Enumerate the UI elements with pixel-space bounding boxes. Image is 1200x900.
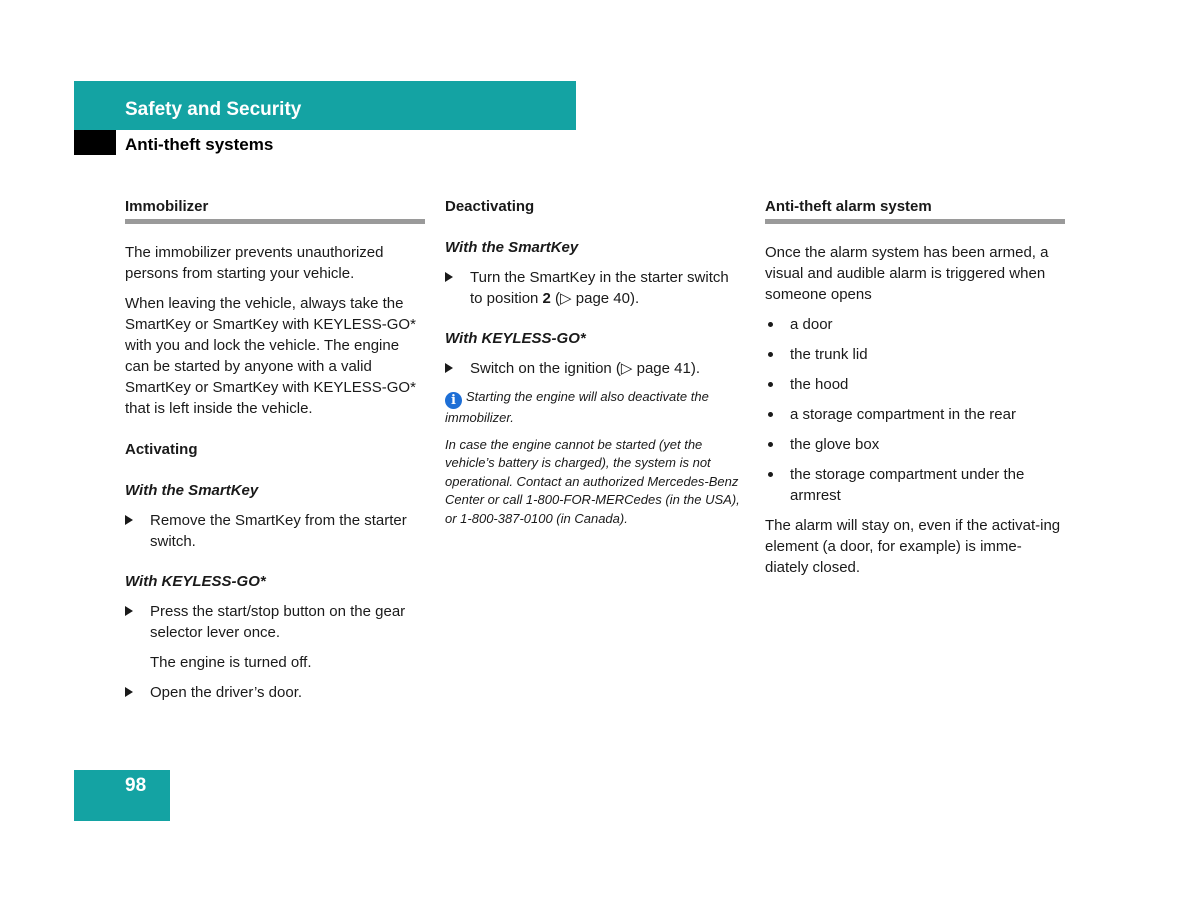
arrow-bullet-icon xyxy=(125,606,133,616)
arrow-bullet-icon xyxy=(125,515,133,525)
column-deactivating xyxy=(445,196,745,536)
subheading-smartkey: With the SmartKey xyxy=(125,482,259,499)
list-item: a door xyxy=(765,314,1065,335)
step-item xyxy=(125,601,425,643)
arrow-bullet-icon xyxy=(445,272,453,282)
page-number-box xyxy=(74,770,170,821)
paragraph: When leaving the vehicle, always take the SmartKey or SmartKey with KEYLESS-GO* with you and lock the vehicle. The engine can be started by anyone with a valid SmartKey or SmartKey with KEYLESS-GO* that is left inside the vehicle. xyxy=(125,295,416,417)
subheading-keyless-go: With KEYLESS-GO* xyxy=(125,573,266,590)
subheading-smartkey: With the SmartKey xyxy=(445,239,579,256)
position-value: 2 xyxy=(542,290,551,307)
page-number: 98 xyxy=(125,775,147,796)
list-item: the glove box xyxy=(765,434,1065,455)
bullet-dot-icon xyxy=(768,412,773,417)
info-icon: i xyxy=(445,392,462,409)
bullet-dot-icon xyxy=(768,322,773,327)
list-item: the storage compartment under the armrest xyxy=(765,464,1065,506)
arrow-bullet-icon xyxy=(125,687,133,697)
section-title: Safety and Security xyxy=(125,99,302,120)
step-item xyxy=(125,510,425,552)
step-item xyxy=(445,358,745,379)
step-text: Open the driver’s door. xyxy=(150,684,303,701)
list-item: the trunk lid xyxy=(765,344,1065,365)
heading-activating: Activating xyxy=(125,441,198,458)
column-immobilizer xyxy=(125,196,425,712)
step-text: Switch on the ignition (▷ page 41). xyxy=(470,360,701,377)
arrow-bullet-icon xyxy=(445,363,453,373)
step-text: Turn the SmartKey in the starter switch to position xyxy=(470,269,729,307)
heading-deactivating: Deactivating xyxy=(445,198,535,215)
page-subtitle: Anti-theft systems xyxy=(125,135,274,154)
info-note xyxy=(445,388,745,428)
bullet-dot-icon xyxy=(768,472,773,477)
step-text: Remove the SmartKey from the starter switch. xyxy=(150,512,407,550)
note-text: Starting the engine will also deactivate the immobilizer. xyxy=(445,389,709,425)
step-item xyxy=(445,267,745,309)
bullet-dot-icon xyxy=(768,442,773,447)
note-text: In case the engine cannot be started (yet the vehicle’s battery is charged), the system is not operational. Contact an authorized Mercedes-Benz Center or call 1-800-FOR-MERCedes (in the USA), or 1-800-387-0100 (in Canada). xyxy=(445,436,740,526)
bullet-dot-icon xyxy=(768,352,773,357)
bullet-dot-icon xyxy=(768,382,773,387)
heading-immobilizer: Immobilizer xyxy=(125,196,425,224)
page-reference[interactable]: (▷ page 40). xyxy=(550,290,640,307)
step-item xyxy=(125,682,425,703)
paragraph: The immobilizer prevents unauthorized persons from starting your vehicle. xyxy=(125,244,384,282)
subheading-keyless-go: With KEYLESS-GO* xyxy=(445,330,586,347)
list-item: a storage compartment in the rear xyxy=(765,404,1065,425)
column-alarm xyxy=(765,196,1065,587)
step-result: The engine is turned off. xyxy=(150,654,312,671)
section-tab-marker xyxy=(74,130,116,155)
list-item: the hood xyxy=(765,374,1065,395)
heading-anti-theft-alarm: Anti-theft alarm system xyxy=(765,196,1065,224)
step-text: Press the start/stop button on the gear selector lever once. xyxy=(150,603,406,641)
paragraph: Once the alarm system has been armed, a visual and audible alarm is triggered when someone opens xyxy=(765,244,1049,303)
paragraph: The alarm will stay on, even if the activat-ing element (a door, for example) is imme-diately closed. xyxy=(765,517,1061,576)
